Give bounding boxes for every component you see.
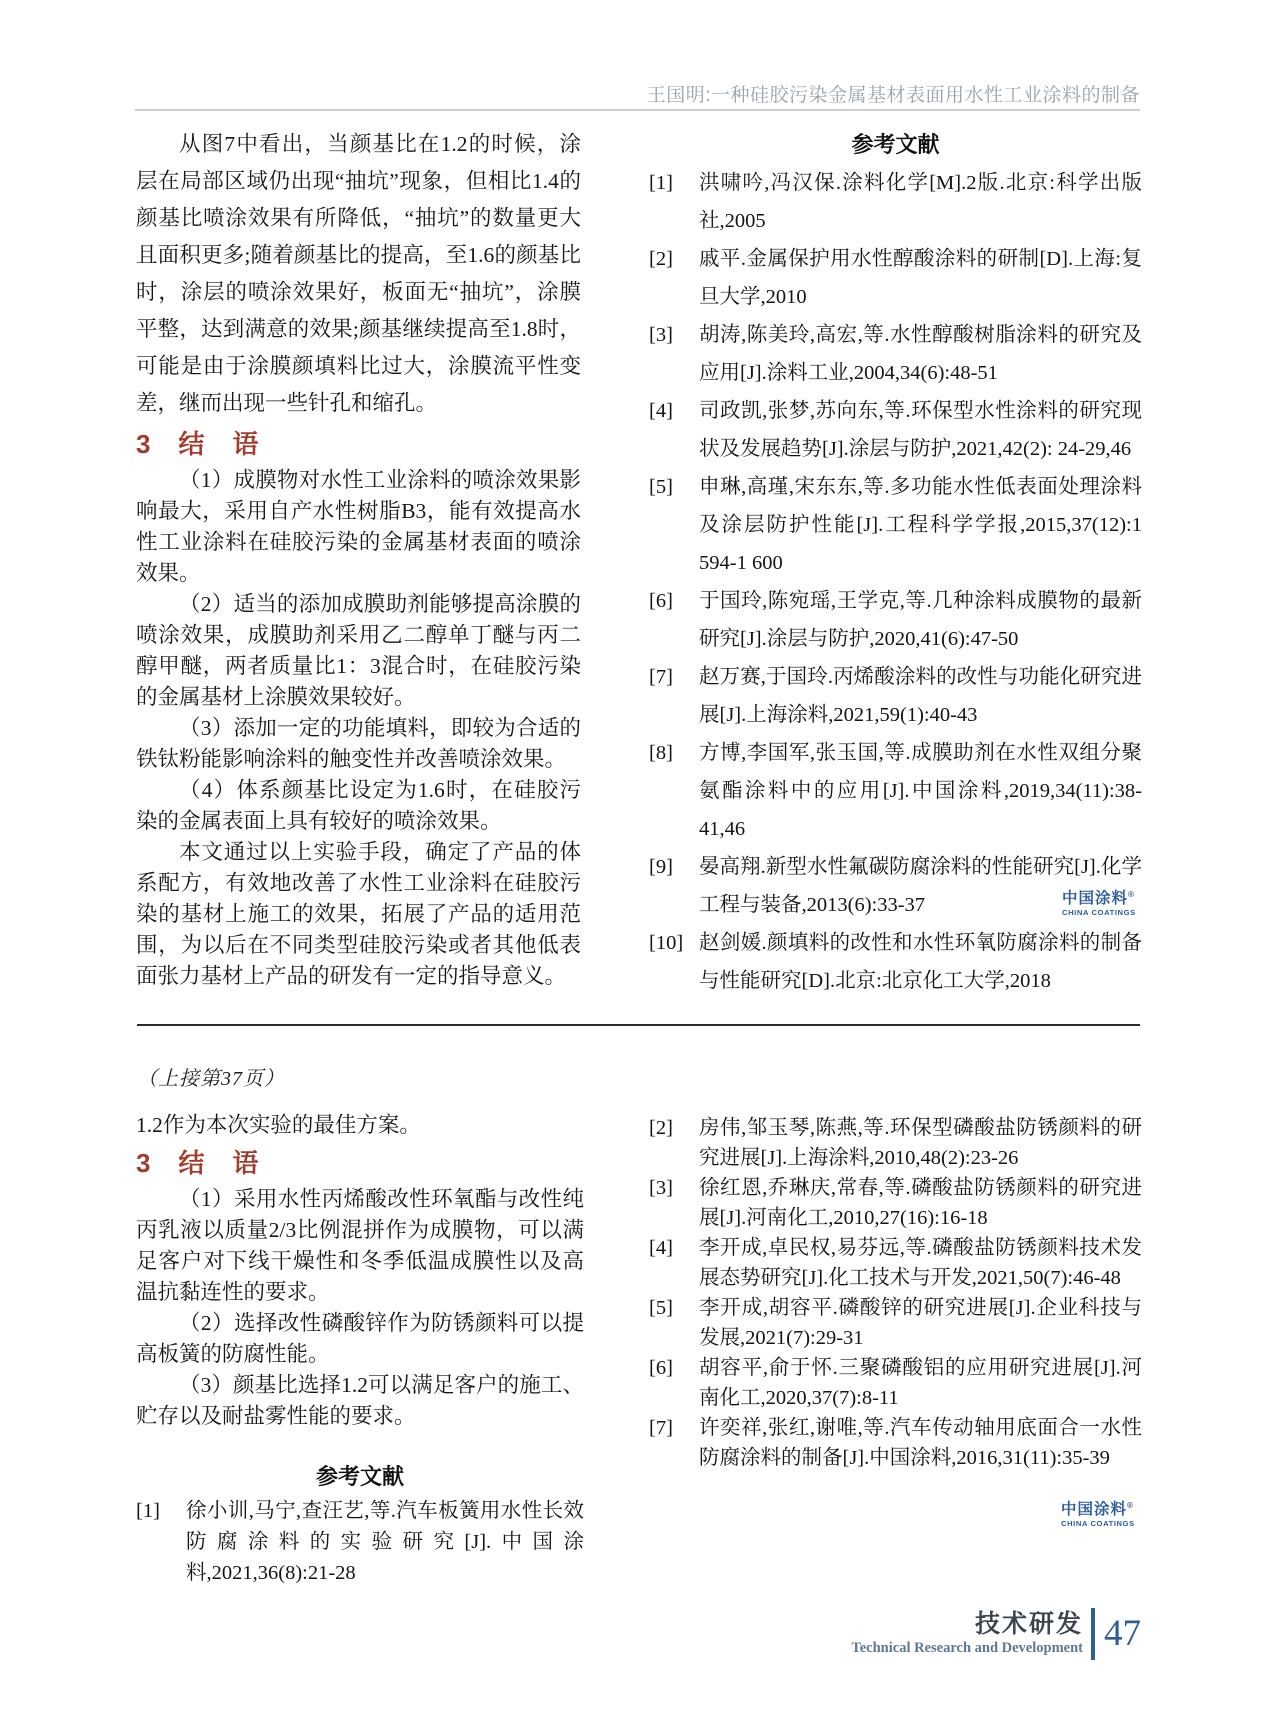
logo-en-text: CHINA COATINGS [1062, 908, 1136, 918]
reference-item [649, 1293, 1142, 1353]
reference-item [649, 734, 1142, 848]
logo-cn-label: 中国涂料 [1061, 1501, 1128, 1519]
reference-item [649, 582, 1142, 658]
references-list [649, 164, 1142, 1000]
reference-text: 赵万赛,于国玲.丙烯酸涂料的改性与功能化研究进展[J].上海涂料,2021,59(1):40-43 [699, 666, 1142, 726]
page-footer [851, 1608, 1141, 1660]
china-coatings-logo [1062, 886, 1136, 918]
conclusion-heading: 3 结 语 [136, 1148, 260, 1178]
registered-mark: ® [1127, 1501, 1133, 1510]
reference-item [649, 658, 1142, 734]
page-number: 47 [1104, 1613, 1141, 1654]
reference-text: 胡容平,俞于怀.三聚磷酸铝的应用研究进展[J].河南化工,2020,37(7):8-11 [699, 1357, 1142, 1409]
reference-item [649, 924, 1142, 1000]
reference-item [649, 240, 1142, 316]
reference-number: [2] [649, 1117, 673, 1139]
conclusion-paragraph: （3）添加一定的功能填料，即较为合适的铁钛粉能影响涂料的触变性并改善喷涂效果。 [136, 716, 581, 771]
reference-number: [1] [136, 1500, 160, 1522]
conclusion-paragraphs [136, 465, 581, 992]
reference-number: [2] [649, 248, 673, 270]
footer-section-cn: 技术研发 [974, 1610, 1083, 1638]
reference-number: [4] [649, 1237, 673, 1259]
reference-number: [7] [649, 666, 673, 688]
article1-left-column [136, 126, 581, 992]
references-title: 参考文献 [315, 1464, 404, 1489]
conclusion-paragraph: 本文通过以上实验手段，确定了产品的体系配方，有效地改善了水性工业涂料在硅胶污染的基材上施工的效果，拓展了产品的适用范围，为以后在不同类型硅胶污染或者其他低表面张力基材上产品的研发有一定的指导意义。 [136, 840, 581, 988]
reference-text: 戚平.金属保护用水性醇酸涂料的研制[D].上海:复旦大学,2010 [699, 248, 1142, 308]
reference-text: 赵剑媛.颜填料的改性和水性环氧防腐涂料的制备与性能研究[D].北京:北京化工大学,2018 [699, 932, 1142, 992]
conclusion-paragraph: （1）采用水性丙烯酸改性环氧酯与改性纯丙乳液以质量2/3比例混拼作为成膜物，可以满足客户对下线干燥性和冬季低温成膜性以及高温抗黏连性的要求。 [136, 1187, 584, 1304]
reference-number: [6] [649, 590, 673, 612]
reference-item [649, 1233, 1142, 1293]
reference-number: [6] [649, 1357, 673, 1379]
reference-item [649, 1173, 1142, 1233]
logo-cn-text [1061, 1497, 1135, 1519]
reference-text: 于国玲,陈宛瑶,王学克,等.几种涂料成膜物的最新研究[J].涂层与防护,2020,41(6):47-50 [699, 590, 1142, 650]
reference-text: 洪啸吟,冯汉保.涂料化学[M].2版.北京:科学出版社,2005 [699, 172, 1142, 232]
running-title: 王国明:一种硅胶污染金属基材表面用水性工业涂料的制备 [646, 85, 1140, 106]
lead-paragraph: 1.2作为本次实验的最佳方案。 [136, 1113, 421, 1137]
reference-text: 徐小训,马宁,查汪艺,等.汽车板簧用水性长效防腐涂料的实验研究[J].中国涂料,2021,36(8):21-28 [186, 1500, 584, 1584]
reference-number: [9] [649, 856, 673, 878]
article2-references-column [649, 1113, 1142, 1473]
reference-number: [3] [649, 324, 673, 346]
references-list-left [136, 1496, 584, 1589]
reference-item [649, 164, 1142, 240]
logo-cn-text [1062, 886, 1136, 908]
reference-text: 申琳,高瑾,宋东东,等.多功能水性低表面处理涂料及涂层防护性能[J].工程科学学报,2015,37(12):1 594-1 600 [699, 476, 1142, 574]
reference-text: 李开成,卓民权,易芬远,等.磷酸盐防锈颜料技术发展态势研究[J].化工技术与开发,2021,50(7):46-48 [699, 1237, 1142, 1289]
reference-item [649, 392, 1142, 468]
registered-mark: ® [1128, 890, 1134, 899]
intro-paragraph: 从图7中看出，当颜基比在1.2的时候，涂层在局部区域仍出现“抽坑”现象，但相比1.4的颜基比喷涂效果有所降低，“抽坑”的数量更大且面积更多;随着颜基比的提高，至1.6的颜基比时，涂层的喷涂效果好，板面无“抽坑”，涂膜平整，达到满意的效果;颜基继续提高至1.8时，可能是由于涂膜颜填料比过大，涂膜流平性变差，继而出现一些针孔和缩孔。 [136, 132, 581, 415]
footer-divider-bar [1091, 1608, 1095, 1660]
reference-text: 徐红恩,乔琳庆,常春,等.磷酸盐防锈颜料的研究进展[J].河南化工,2010,27(16):16-18 [699, 1177, 1142, 1229]
references-list-right [649, 1113, 1142, 1473]
conclusion-paragraph: （2）适当的添加成膜助剂能够提高涂膜的喷涂效果，成膜助剂采用乙二醇单丁醚与丙二醇甲醚，两者质量比1：3混合时，在硅胶污染的金属基材上涂膜效果较好。 [136, 592, 581, 709]
reference-text: 房伟,邹玉琴,陈燕,等.环保型磷酸盐防锈颜料的研究进展[J].上海涂料,2010,48(2):23-26 [699, 1117, 1142, 1169]
reference-text: 许奕祥,张红,谢唯,等.汽车传动轴用底面合一水性防腐涂料的制备[J].中国涂料,2016,31(11):35-39 [699, 1417, 1142, 1469]
footer-section-labels [851, 1610, 1083, 1658]
logo-en-text: CHINA COATINGS [1061, 1519, 1135, 1529]
reference-text: 李开成,胡容平.磷酸锌的研究进展[J].企业科技与发展,2021(7):29-31 [699, 1297, 1142, 1349]
china-coatings-logo [1061, 1497, 1135, 1529]
reference-item [136, 1496, 584, 1589]
continued-from-note: （上接第37页） [137, 1068, 285, 1090]
reference-number: [1] [649, 172, 673, 194]
reference-number: [5] [649, 476, 673, 498]
reference-number: [4] [649, 400, 673, 422]
reference-item [649, 1113, 1142, 1173]
section-divider [137, 1024, 1140, 1026]
reference-text: 晏高翔.新型水性氟碳防腐涂料的性能研究[J].化学工程与装备,2013(6):33-37 [699, 856, 1142, 916]
reference-number: [5] [649, 1297, 673, 1319]
logo-cn-label: 中国涂料 [1062, 890, 1129, 908]
reference-number: [7] [649, 1417, 673, 1439]
reference-item [649, 1353, 1142, 1413]
reference-item [649, 468, 1142, 582]
header-rule [135, 109, 1140, 111]
conclusion-paragraph: （3）颜基比选择1.2可以满足客户的施工、贮存以及耐盐雾性能的要求。 [136, 1373, 584, 1428]
conclusion-paragraph: （4）体系颜基比设定为1.6时，在硅胶污染的金属表面上具有较好的喷涂效果。 [136, 778, 581, 833]
reference-number: [3] [649, 1177, 673, 1199]
conclusion-paragraph: （1）成膜物对水性工业涂料的喷涂效果影响最大，采用自产水性树脂B3，能有效提高水性工业涂料在硅胶污染的金属基材表面的喷涂效果。 [136, 468, 581, 585]
conclusion-paragraphs [136, 1184, 584, 1432]
reference-number: [8] [649, 742, 673, 764]
reference-text: 方博,李国军,张玉国,等.成膜助剂在水性双组分聚氨酯涂料中的应用[J].中国涂料,2019,34(11):38-41,46 [699, 742, 1142, 840]
reference-item [649, 316, 1142, 392]
conclusion-paragraph: （2）选择改性磷酸锌作为防锈颜料可以提高板簧的防腐性能。 [136, 1311, 584, 1366]
footer-section-en: Technical Research and Development [851, 1640, 1083, 1656]
reference-item [649, 1413, 1142, 1473]
reference-text: 司政凯,张梦,苏向东,等.环保型水性涂料的研究现状及发展趋势[J].涂层与防护,2021,42(2): 24-29,46 [699, 400, 1142, 460]
references-title: 参考文献 [851, 132, 940, 157]
reference-text: 胡涛,陈美玲,高宏,等.水性醇酸树脂涂料的研究及应用[J].涂料工业,2004,34(6):48-51 [699, 324, 1142, 384]
reference-number: [10] [649, 932, 684, 954]
article2-left-column [136, 1110, 584, 1589]
conclusion-heading: 3 结 语 [136, 429, 260, 459]
article1-references-column [649, 126, 1142, 1000]
